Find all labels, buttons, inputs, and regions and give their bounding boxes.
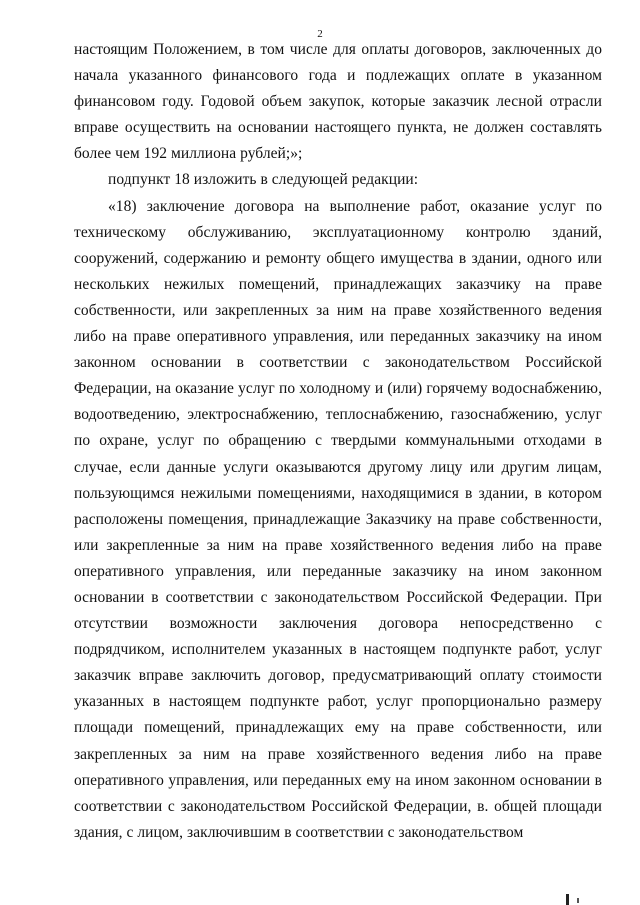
- paragraph-continuation: настоящим Положением, в том числе для оплаты договоров, заключенных до начала указанного финансового года и подлежащих оплате в указанном финансовом году. Годовой объем закупок, которые заказчик лесной отрасли вправе осуществить на основании настоящего пункта, не должен составлять более чем 192 миллиона рублей;»;: [74, 41, 602, 163]
- scan-mark-small: [577, 898, 579, 903]
- paragraph-subitem-intro: подпункт 18 изложить в следующей редакции:: [108, 171, 419, 189]
- page-number: 2: [317, 28, 323, 40]
- scan-mark: [566, 894, 569, 905]
- paragraph-subitem-18: «18) заключение договора на выполнение работ, оказание услуг по техническому обслуживанию, эксплуатационному контролю зданий, сооружений, содержанию и ремонту общего имущества в здании, одного или нескольких нежилых помещений, принадлежащих заказчику на праве собственности, или закрепленных за ним на праве хозяйственного ведения либо на праве оперативного управления, или переданных заказчику на ином законном основании в соответствии с законодательством Российской Федерации, на оказание услуг по холодному и (или) горячему водоснабжению, водоотведению, электроснабжению, теплоснабжению, газоснабжению, услуг по охране, услуг по обращению с твердыми коммунальными отходами в случае, если данные услуги оказываются другому лицу или другим лицам, пользующимся нежилыми помещениями, находящимися в здании, в котором расположены помещения, принадлежащие Заказчику на праве собственности, или закрепленные за ним на праве хозяйственного ведения либо на праве оперативного управления, или переданные заказчику на ином законном основании в соответствии с законодательством Российской Федерации. При отсутствии возможности заключения договора непосредственно с подрядчиком, исполнителем указанных в настоящем подпункте работ, услуг заказчик вправе заключить договор, предусматривающий оплату стоимости указанных в настоящем подпункте работ, услуг пропорционально размеру площади помещений, принадлежащих ему на праве собственности, или закрепленных за ним на праве хозяйственного ведения либо на праве оперативного управления, или переданных ему на ином законном основании в соответствии с законодательством Российской Федерации, в. общей площади здания, с лицом, заключившим в соответствии с законодательством: [74, 197, 602, 841]
- document-body: [74, 37, 602, 846]
